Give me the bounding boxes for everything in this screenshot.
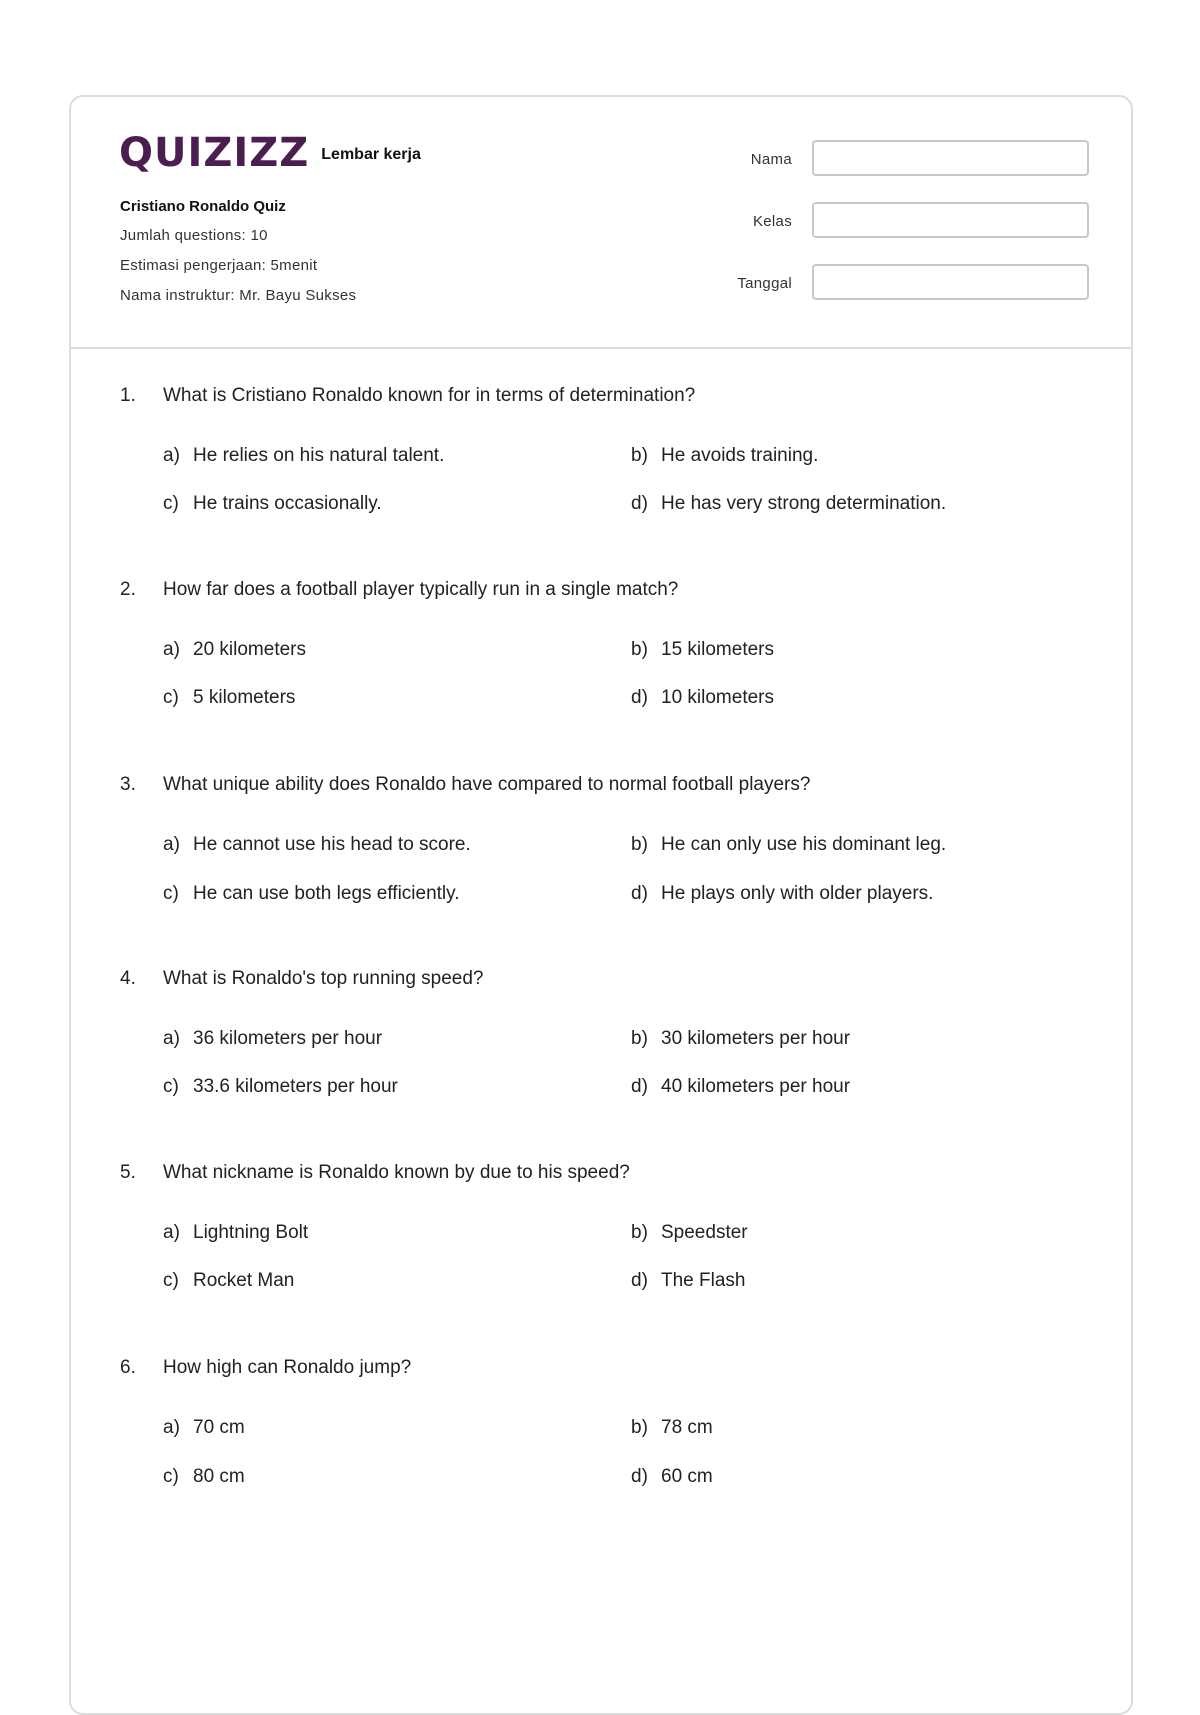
option-text: He can only use his dominant leg. — [661, 834, 947, 855]
class-label: Kelas — [752, 213, 792, 230]
option-letter: c) — [163, 1076, 179, 1097]
option-letter: d) — [631, 493, 648, 514]
question-text: What unique ability does Ronaldo have compared to normal football players? — [163, 774, 811, 795]
option-letter: a) — [163, 1222, 180, 1243]
option-letter: b) — [631, 1028, 648, 1049]
quizizz-logo: QUIZIZZ — [119, 130, 310, 176]
option-letter: a) — [163, 639, 180, 660]
questions-count: Jumlah questions: 10 — [120, 227, 268, 244]
option-text: He can use both legs efficiently. — [193, 883, 460, 904]
option-a — [163, 639, 306, 661]
option-text: He plays only with older players. — [661, 883, 934, 904]
question-number: 1. — [120, 385, 136, 406]
option-c — [163, 1270, 294, 1292]
option-letter: d) — [631, 1270, 648, 1291]
question-number: 6. — [120, 1357, 136, 1378]
option-text: He trains occasionally. — [193, 493, 382, 514]
option-text: 80 cm — [193, 1466, 245, 1487]
option-c — [163, 883, 460, 905]
option-b — [631, 1028, 850, 1050]
option-b — [631, 445, 818, 467]
name-field[interactable] — [812, 140, 1089, 176]
option-letter: b) — [631, 1222, 648, 1243]
option-letter: a) — [163, 1028, 180, 1049]
option-text: Rocket Man — [193, 1270, 295, 1291]
question-text: What is Cristiano Ronaldo known for in terms of determination? — [163, 385, 696, 406]
quiz-title: Cristiano Ronaldo Quiz — [120, 198, 286, 215]
option-letter: b) — [631, 834, 648, 855]
option-text: 10 kilometers — [661, 687, 774, 708]
option-text: 36 kilometers per hour — [193, 1028, 383, 1049]
time-estimate: Estimasi pengerjaan: 5menit — [120, 257, 318, 274]
option-b — [631, 834, 946, 856]
option-letter: c) — [163, 493, 179, 514]
option-text: 30 kilometers per hour — [661, 1028, 851, 1049]
option-a — [163, 1028, 382, 1050]
option-letter: c) — [163, 687, 179, 708]
question-text: How far does a football player typically run in a single match? — [163, 579, 679, 600]
option-letter: b) — [631, 639, 648, 660]
worksheet-header — [71, 97, 1131, 349]
option-letter: d) — [631, 687, 648, 708]
option-c — [163, 1076, 398, 1098]
option-text: 33.6 kilometers per hour — [193, 1076, 398, 1097]
worksheet-subtitle: Lembar kerja — [321, 146, 421, 163]
option-d — [631, 1076, 850, 1098]
option-text: Lightning Bolt — [193, 1222, 309, 1243]
instructor-name: Nama instruktur: Mr. Bayu Sukses — [120, 287, 357, 304]
option-d — [631, 1270, 745, 1292]
option-letter: c) — [163, 1270, 179, 1291]
question-text: What nickname is Ronaldo known by due to his speed? — [163, 1162, 630, 1183]
class-field[interactable] — [812, 202, 1089, 238]
option-d — [631, 493, 946, 515]
option-letter: d) — [631, 1076, 648, 1097]
question-text: What is Ronaldo's top running speed? — [163, 968, 484, 989]
option-a — [163, 445, 444, 467]
option-text: He relies on his natural talent. — [193, 445, 445, 466]
option-text: 20 kilometers — [193, 639, 306, 660]
logo-row — [119, 130, 421, 176]
option-text: He cannot use his head to score. — [193, 834, 471, 855]
option-text: 15 kilometers — [661, 639, 774, 660]
option-letter: b) — [631, 445, 648, 466]
question-text: How high can Ronaldo jump? — [163, 1357, 412, 1378]
option-c — [163, 1466, 245, 1488]
option-letter: b) — [631, 1417, 648, 1438]
option-letter: a) — [163, 445, 180, 466]
option-letter: d) — [631, 883, 648, 904]
option-letter: d) — [631, 1466, 648, 1487]
date-field[interactable] — [812, 264, 1089, 300]
option-text: 78 cm — [661, 1417, 713, 1438]
option-d — [631, 687, 774, 709]
date-label: Tanggal — [737, 275, 792, 292]
question-number: 3. — [120, 774, 136, 795]
question-number: 4. — [120, 968, 136, 989]
option-d — [631, 883, 933, 905]
option-letter: c) — [163, 883, 179, 904]
option-c — [163, 687, 295, 709]
question-number: 5. — [120, 1162, 136, 1183]
option-b — [631, 1222, 748, 1244]
option-text: The Flash — [661, 1270, 746, 1291]
option-d — [631, 1466, 713, 1488]
option-a — [163, 1417, 245, 1439]
option-text: 5 kilometers — [193, 687, 296, 708]
option-a — [163, 1222, 308, 1244]
option-letter: a) — [163, 834, 180, 855]
option-text: 70 cm — [193, 1417, 245, 1438]
option-letter: c) — [163, 1466, 179, 1487]
worksheet-card — [69, 95, 1133, 1715]
option-c — [163, 493, 382, 515]
option-text: Speedster — [661, 1222, 748, 1243]
option-letter: a) — [163, 1417, 180, 1438]
name-label: Nama — [750, 151, 792, 168]
option-text: 40 kilometers per hour — [661, 1076, 851, 1097]
option-text: He avoids training. — [661, 445, 819, 466]
option-a — [163, 834, 471, 856]
option-b — [631, 639, 774, 661]
question-number: 2. — [120, 579, 136, 600]
option-b — [631, 1417, 713, 1439]
option-text: 60 cm — [661, 1466, 713, 1487]
option-text: He has very strong determination. — [661, 493, 947, 514]
